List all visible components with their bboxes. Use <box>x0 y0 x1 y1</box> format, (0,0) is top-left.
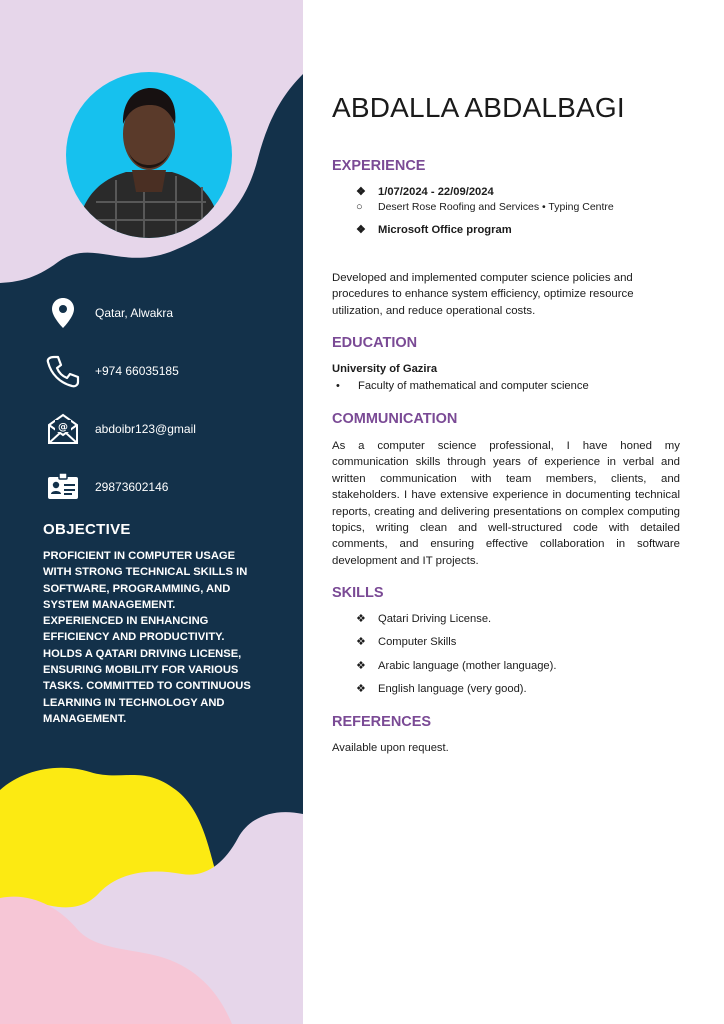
location-text: Qatar, Alwakra <box>95 306 174 320</box>
skill-text: Computer Skills <box>378 635 457 648</box>
education-heading: EDUCATION <box>332 335 418 351</box>
contact-phone <box>44 352 179 390</box>
contact-email <box>44 410 196 448</box>
education-faculty: Faculty of mathematical and computer science <box>358 380 589 392</box>
email-icon <box>44 410 82 448</box>
education-faculty-item <box>336 380 589 392</box>
references-text: Available upon request. <box>332 742 449 754</box>
diamond-bullet-icon: ❖ <box>356 660 366 672</box>
skill-item <box>356 659 557 672</box>
skill-text: Qatari Driving License. <box>378 612 492 625</box>
skills-heading: SKILLS <box>332 585 384 601</box>
phone-text: +974 66035185 <box>95 364 179 378</box>
diamond-bullet-icon: ❖ <box>356 224 366 236</box>
experience-heading: EXPERIENCE <box>332 158 426 174</box>
phone-icon <box>44 352 82 390</box>
objective-heading: OBJECTIVE <box>43 521 131 538</box>
skill-text: English language (very good). <box>378 682 527 695</box>
experience-date-item <box>356 185 494 198</box>
education-university: University of Gazira <box>332 363 438 375</box>
contact-location <box>44 294 173 332</box>
communication-text: As a computer science professional, I have honed my communication skills through years of experience in verbal and written communication with team members, clients, and stakeholders. I have extensive experience in documenting technical reports, creating and delivering presentations on complex computing topics, writing clean and well-structured code with detailed comments, and ensuring effective collaboration in software development and IT projects. <box>332 440 680 567</box>
id-card-icon <box>44 468 82 506</box>
skill-item <box>356 682 527 695</box>
id-number-text: 29873602146 <box>95 480 169 494</box>
contact-id <box>44 468 168 506</box>
circle-bullet-icon: ○ <box>356 201 363 213</box>
objective-text: PROFICIENT IN COMPUTER USAGE WITH STRONG TECHNICAL SKILLS IN SOFTWARE, PROGRAMMING, AND SYSTEM MANAGEMENT. EXPERIENCED IN ENHANCING EFFICIENCY AND PRODUCTIVITY. HOLDS A QATARI DRIVING LICENSE, ENSURING MOBILITY FOR VARIOUS TASKS. COMMITTED TO CONTINUOUS LEARNING IN TECHNOLOGY AND MANAGEMENT. <box>43 550 251 725</box>
communication-heading: COMMUNICATION <box>332 411 458 427</box>
email-text: abdoibr123@gmail <box>95 422 196 436</box>
skill-item <box>356 635 456 648</box>
experience-company-item <box>356 201 614 213</box>
candidate-name: ABDALLA ABDALBAGI <box>332 92 625 123</box>
experience-company: Desert Rose Roofing and Services • Typing Centre <box>378 201 614 213</box>
location-pin-icon <box>44 294 82 332</box>
dot-bullet-icon: • <box>336 380 340 392</box>
diamond-bullet-icon: ❖ <box>356 636 366 648</box>
experience-program: Microsoft Office program <box>378 223 512 236</box>
profile-photo <box>66 72 232 238</box>
skill-text: Arabic language (mother language). <box>378 659 557 672</box>
diamond-bullet-icon: ❖ <box>356 186 366 198</box>
svg-text:@: @ <box>58 422 68 433</box>
experience-date-range: 1/07/2024 - 22/09/2024 <box>378 185 494 198</box>
diamond-bullet-icon: ❖ <box>356 683 366 695</box>
experience-description: Developed and implemented computer science policies and procedures to enhance system efficiency, optimize resource utilization, and reduce operational costs. <box>332 272 634 317</box>
sidebar <box>0 0 303 1024</box>
experience-program-item <box>356 223 512 236</box>
diamond-bullet-icon: ❖ <box>356 613 366 625</box>
references-heading: REFERENCES <box>332 714 432 730</box>
skill-item <box>356 612 491 625</box>
